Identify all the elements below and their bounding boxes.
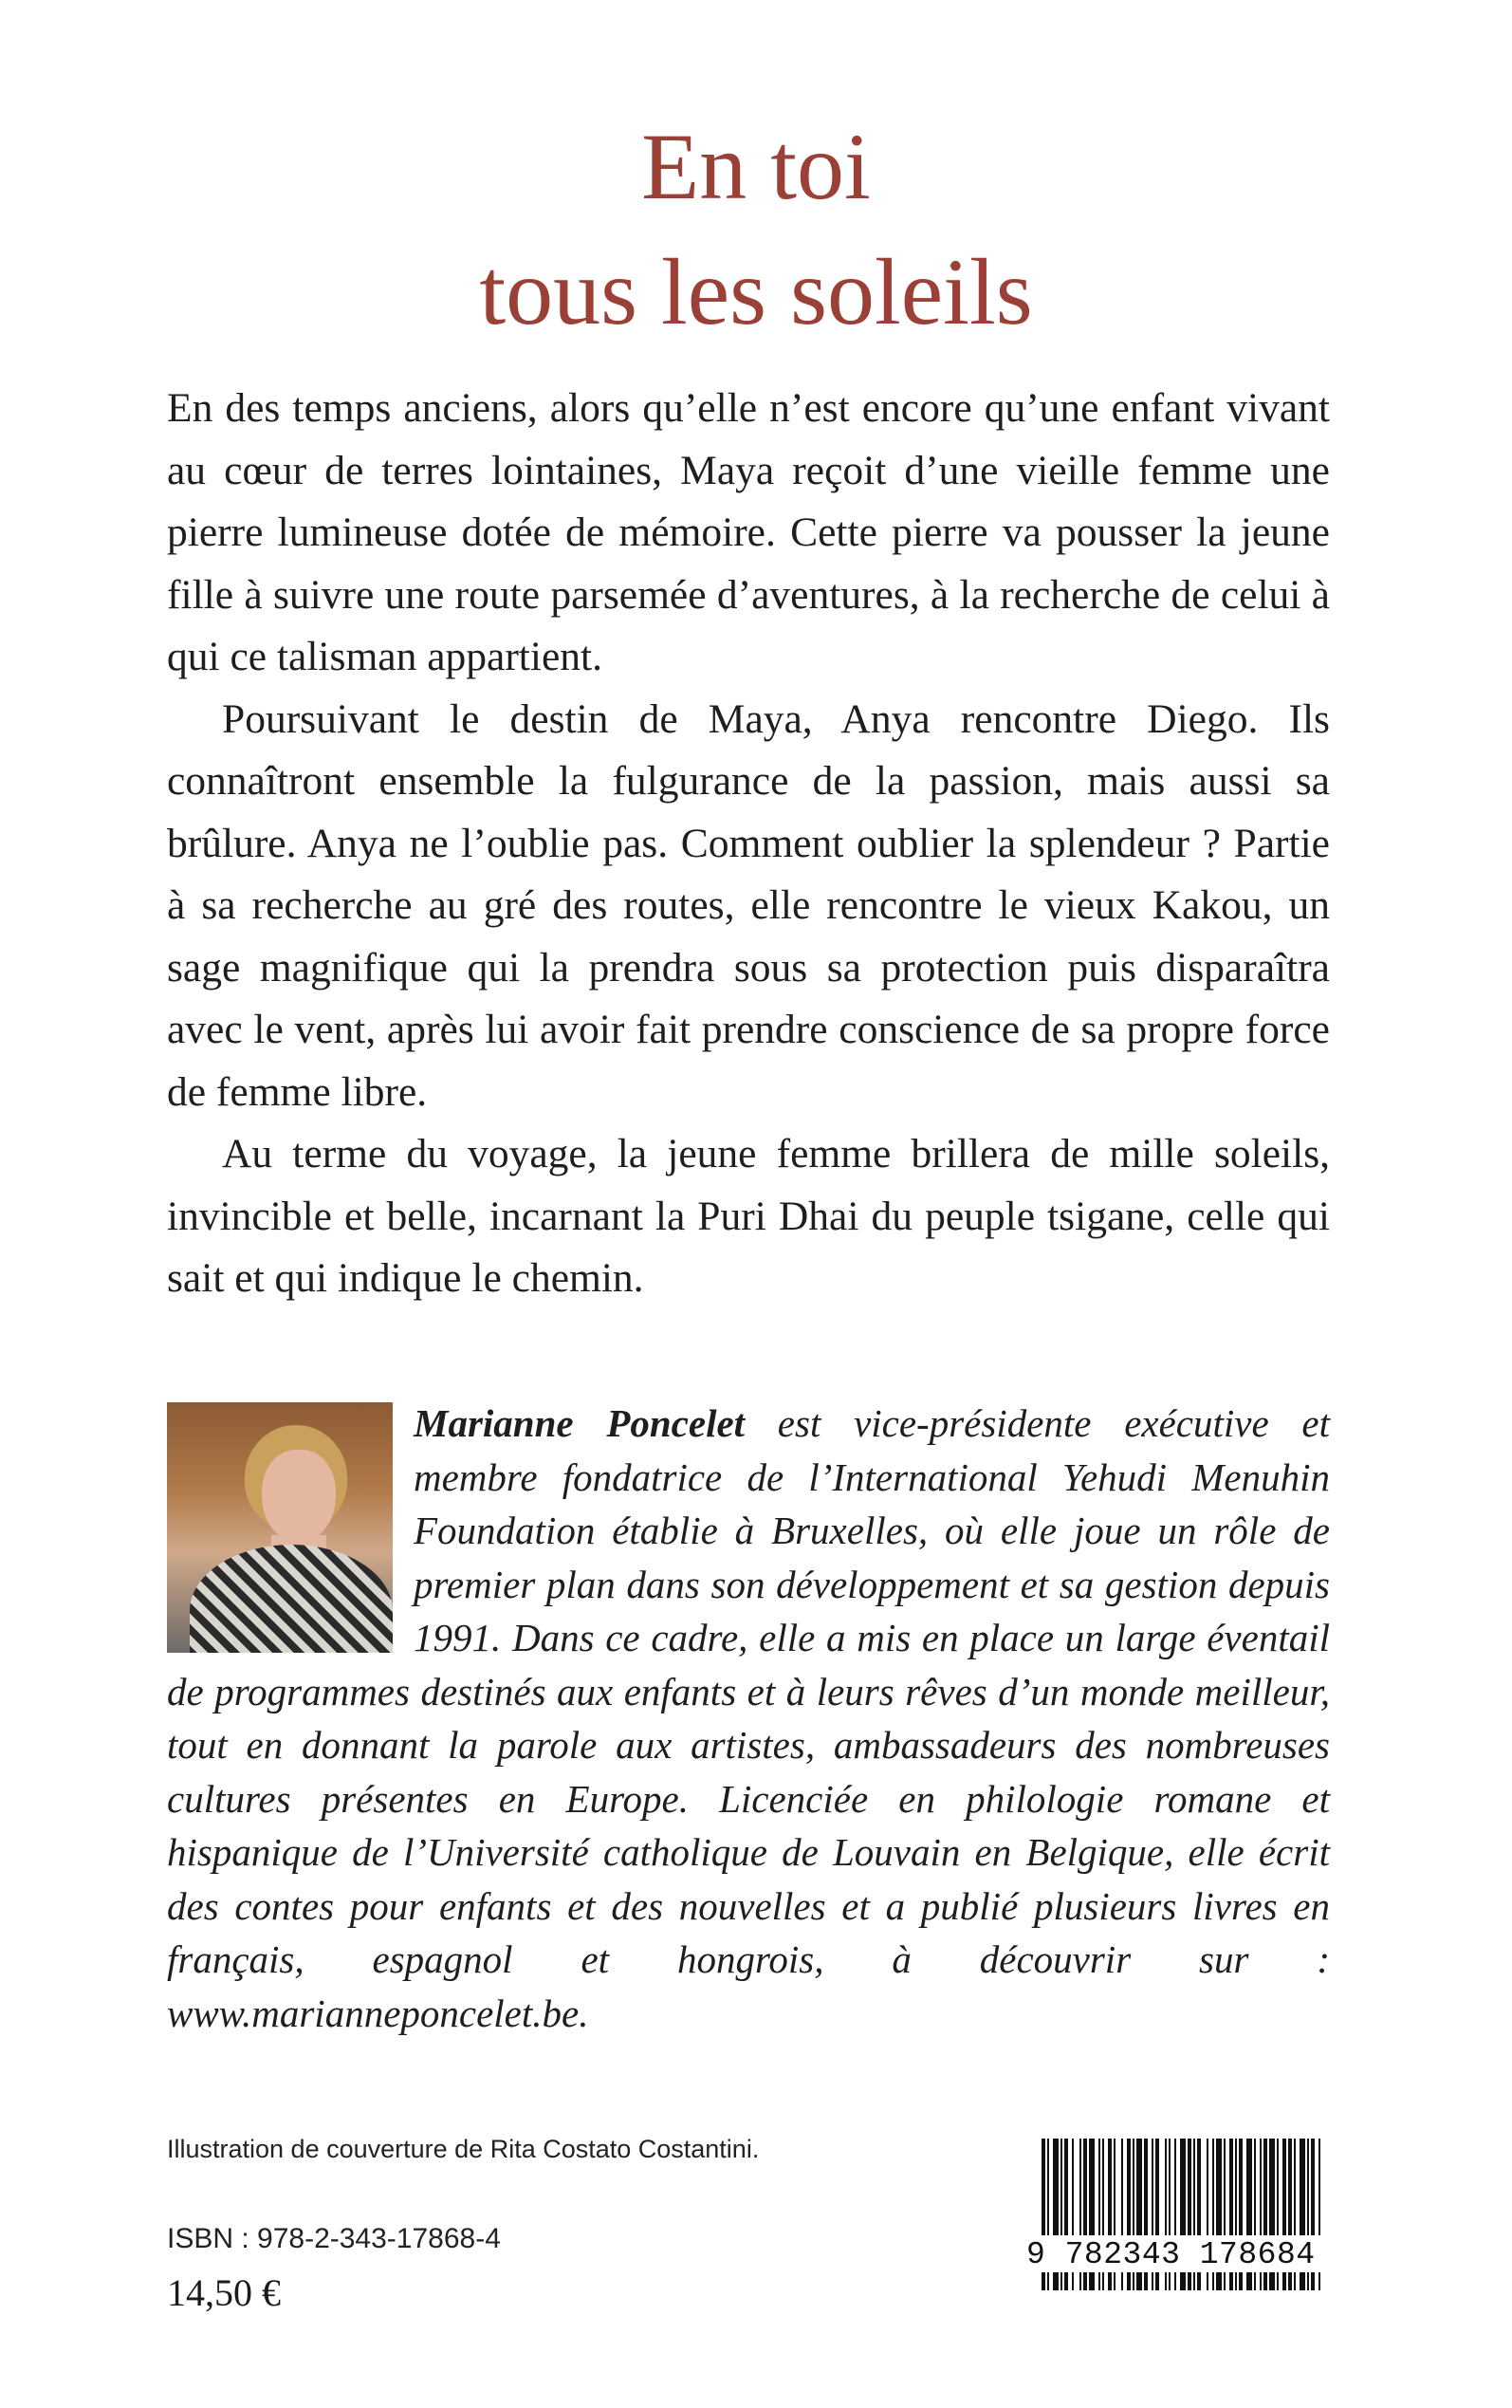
blurb-paragraph-1: En des temps anciens, alors qu’elle n’est encore qu’une enfant vivant au cœur de terres lointaines, Maya reçoit d’une vieille femme une pierre lumineuse dotée de mémoire. Cette pierre va pousser la jeune fille à suivre une route parsemée d’aventures, à la recherche de celui à qui ce talisman appartient.: [167, 385, 1330, 679]
blurb-paragraph-2: Poursuivant le destin de Maya, Anya rencontre Diego. Ils connaîtront ensemble la fulgurance de la passion, mais aussi sa brûlure. Anya ne l’oublie pas. Comment oublier la splendeur ? Partie à sa recherche au gré des routes, elle rencontre le vieux Kakou, un sage magnifique qui la prendra sous sa protection puis disparaîtra avec le vent, après lui avoir fait prendre conscience de sa propre force de femme libre.: [167, 695, 1330, 1115]
title-line-1: En toi: [641, 114, 871, 219]
author-bio-text: est vice-présidente exécutive et membre fondatrice de l’International Yehudi Menuhin Foundation établie à Bruxelles, où elle joue un rôle de premier plan dans son développement et sa gestion depuis 1991. Dans ce cadre, elle a mis en place un large éventail de programmes destinés aux enfants et à leurs rêves d’un monde meilleur, tout en donnant la parole aux artistes, ambassadeurs des nombreuses cultures présentes en Europe. Licenciée en philologie romane et hispanique de l’Université catholique de Louvain en Belgique, elle écrit des contes pour enfants et des nouvelles et a publié plusieurs livres en français, espagnol et hongrois, à découvrir sur : www.marianneponcelet.be.: [167, 1401, 1331, 2035]
back-cover-blurb: [167, 378, 1330, 1310]
barcode-digits: 9 782343 178684: [1026, 2235, 1332, 2272]
illustration-credit: Illustration de couverture de Rita Costato Costantini.: [167, 2135, 760, 2163]
book-title: [0, 104, 1512, 355]
author-photo: [167, 1402, 393, 1653]
author-name: Marianne Poncelet: [414, 1401, 746, 1445]
author-bio: [167, 1397, 1330, 2040]
blurb-paragraph-3: Au terme du voyage, la jeune femme brillera de mille soleils, invincible et belle, incarnant la Puri Dhai du peuple tsigane, celle qui sait et qui indique le chemin.: [167, 1131, 1330, 1301]
title-line-2: tous les soleils: [479, 239, 1033, 344]
isbn: ISBN : 978-2-343-17868-4: [167, 2223, 501, 2254]
price: 14,50 €: [167, 2271, 281, 2314]
